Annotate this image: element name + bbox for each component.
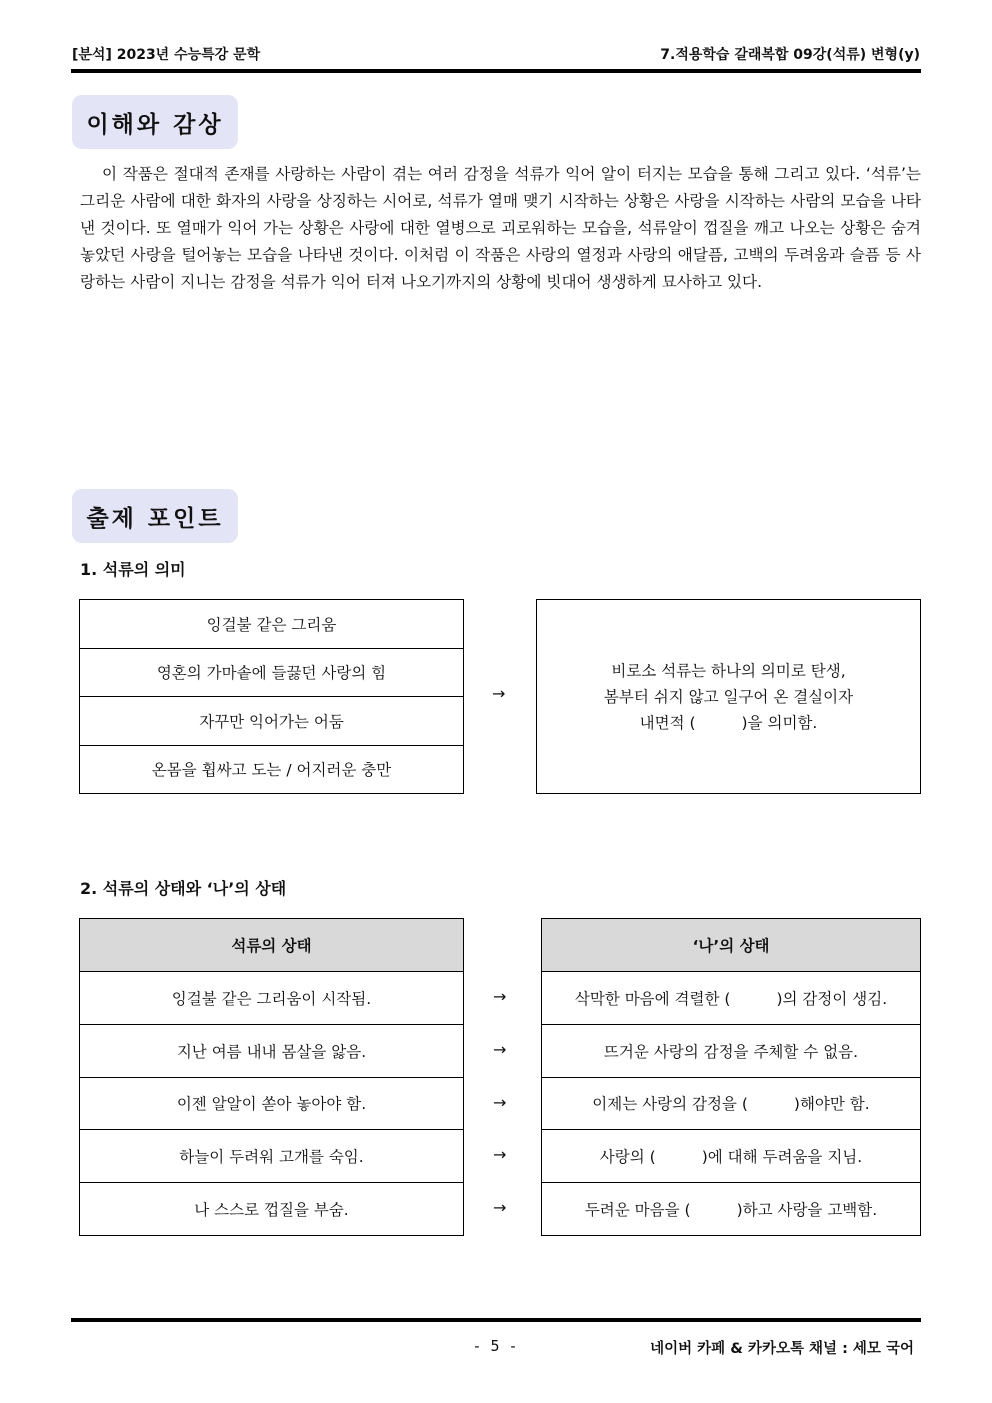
pomegranate-state-cell: 잉걸불 같은 그리움이 시작됨.	[80, 972, 464, 1025]
speaker-state-header: ‘나’의 상태	[542, 919, 921, 972]
speaker-state-text: 뜨거운 사랑의 감정을 주체할 수 없음.	[603, 1042, 859, 1061]
appreciation-paragraph: 이 작품은 절대적 존재를 사랑하는 사람이 겪는 여러 감정을 석류가 익어 알이 터지는 모습을 통해 그리고 있다. ‘석류’는 그리운 사람에 대한 화자의 사랑을 상징하는 시어로, 석류가 열매 맺기 시작하는 상황은 사랑을 시작하는 사람의 모습을 나타낸 것이다. 또 열매가 익어 가는 상황은 사랑에 대한 열병으로 괴로워하는 모습을, 석류알이 껍질을 깨고 나오는 상황은 숨겨 놓았던 사랑을 털어놓는 모습을 나타낸 것이다. 이처럼 이 작품은 사랑의 열정과 사랑의 애달픔, 고백의 두려움과 슬픔 등 사랑하는 사람이 지니는 감정을 석류가 익어 터져 나오기까지의 상황에 빗대어 생생하게 묘사하고 있다.	[80, 165, 921, 291]
footer-credit: 네이버 카페 & 카카오톡 채널 : 세모 국어	[650, 1341, 914, 1357]
meaning-line: 비로소 석류는 하나의 의미로 탄생,	[611, 661, 846, 680]
header-rule	[71, 69, 921, 73]
pomegranate-state-table	[79, 918, 464, 1236]
speaker-state-cell	[542, 1077, 921, 1130]
point1-left-item: 온몸을 휩싸고 도는 / 어지러운 충만	[80, 745, 464, 794]
speaker-state-cell	[542, 1024, 921, 1077]
point1-arrow: →	[492, 684, 506, 703]
meaning-blank-before: 내면적 (	[639, 713, 696, 732]
point1-left-item: 잉걸불 같은 그리움	[80, 600, 464, 649]
speaker-state-text: 사랑의 (	[599, 1148, 656, 1167]
point1-left-item: 자꾸만 익어가는 어둠	[80, 697, 464, 746]
section-title-exam-points: 출제 포인트	[72, 489, 238, 543]
point2-heading: 2. 석류의 상태와 ‘나’의 상태	[80, 879, 287, 898]
speaker-state-text: )하고 사랑을 고백함.	[736, 1201, 878, 1220]
state-arrow: →	[493, 1198, 507, 1217]
header-right-title: 7.적용학습 갈래복합 09강(석류) 변형(y)	[660, 47, 920, 63]
point1-left-item: 영혼의 가마솥에 들끓던 사랑의 힘	[80, 648, 464, 697]
speaker-state-cell	[542, 972, 921, 1025]
pomegranate-state-header: 석류의 상태	[80, 919, 464, 972]
speaker-state-cell	[542, 1130, 921, 1183]
pomegranate-state-cell: 나 스스로 껍질을 부숨.	[80, 1183, 464, 1236]
state-arrow: →	[493, 1040, 507, 1059]
meaning-blank-after: )을 의미함.	[741, 713, 818, 732]
header-left-title: [분석] 2023년 수능특강 문학	[72, 47, 261, 63]
section-title-appreciation: 이해와 감상	[72, 95, 238, 149]
speaker-state-text: 두려운 마음을 (	[584, 1201, 691, 1220]
footer-rule	[71, 1318, 921, 1322]
page-number: - 5 -	[472, 1337, 518, 1355]
meaning-line-blank	[640, 710, 818, 736]
speaker-state-text: )에 대해 두려움을 지님.	[701, 1148, 863, 1167]
speaker-state-cell	[542, 1183, 921, 1236]
meaning-line: 봄부터 쉬지 않고 일구어 온 결실이자	[603, 687, 854, 706]
pomegranate-state-cell: 이젠 알알이 쏟아 놓아야 함.	[80, 1077, 464, 1130]
pomegranate-state-cell: 하늘이 두려워 고개를 숙임.	[80, 1130, 464, 1183]
state-arrow: →	[493, 987, 507, 1006]
speaker-state-table	[541, 918, 921, 1236]
speaker-state-text: )의 감정이 생김.	[776, 989, 888, 1008]
pomegranate-state-cell: 지난 여름 내내 몸살을 앓음.	[80, 1024, 464, 1077]
state-arrow: →	[493, 1093, 507, 1112]
point1-heading: 1. 석류의 의미	[80, 560, 186, 579]
point1-left-table	[79, 599, 464, 794]
state-arrow: →	[493, 1145, 507, 1164]
speaker-state-text: 이제는 사랑의 감정을 (	[592, 1095, 748, 1114]
speaker-state-text: )해야만 함.	[793, 1095, 870, 1114]
speaker-state-text: 삭막한 마음에 격렬한 (	[574, 989, 731, 1008]
point1-meaning-box	[536, 599, 921, 794]
